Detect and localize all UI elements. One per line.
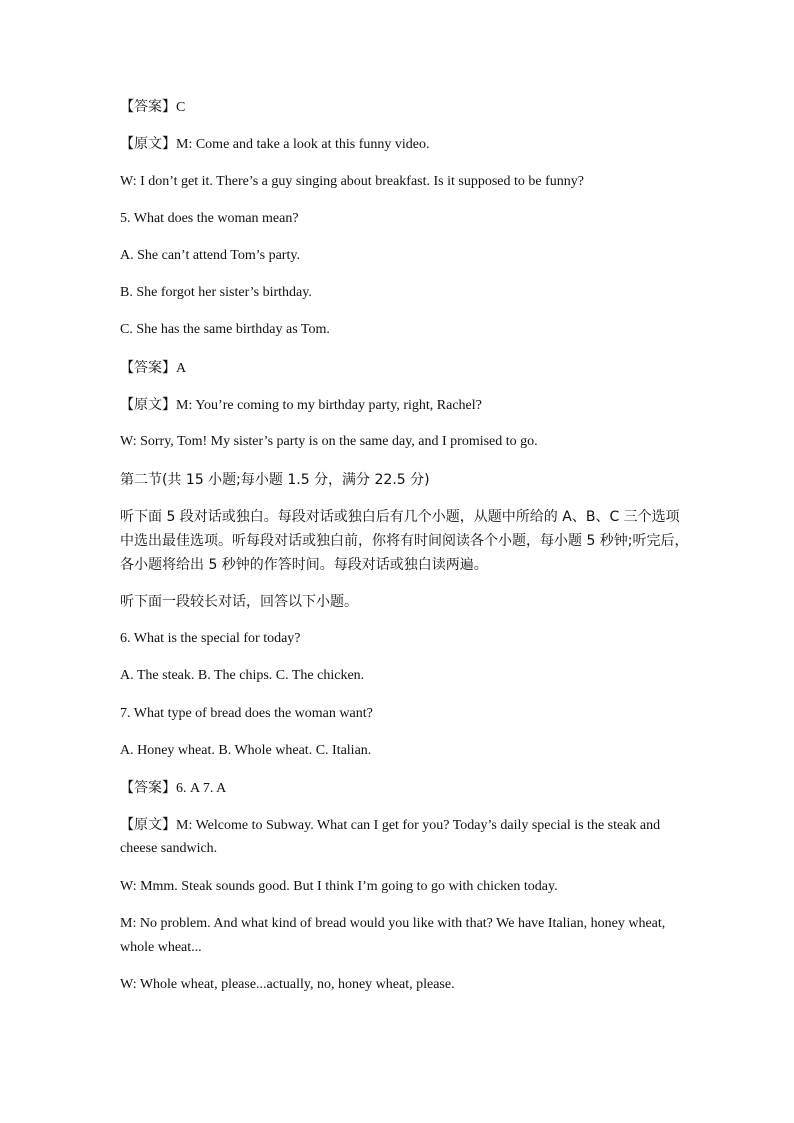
transcript-text: M: You’re coming to my birthday party, right, Rachel? (176, 398, 482, 413)
question-5: 5. What does the woman mean? (120, 211, 299, 226)
section-2-instructions-line-2: 中选出最佳选项。听每段对话或独白前，你将有时间阅读各个小题，每小题 5 秒钟;听完后， (120, 533, 689, 549)
transcript-label: 【原文】 (120, 397, 176, 413)
answer-line-2 (120, 356, 680, 381)
section-2-heading: 第二节(共 15 小题;每小题 1.5 分，满分 22.5 分) (120, 472, 430, 488)
transcript-line-1-w: W: I don’t get it. There’s a guy singing about breakfast. Is it supposed to be funny? (120, 174, 584, 189)
transcript-label: 【原文】 (120, 817, 176, 833)
answer-label: 【答案】 (120, 99, 176, 115)
answer-line-1 (120, 95, 680, 120)
transcript-line-2-m (120, 393, 680, 418)
transcript-line-1-m (120, 132, 680, 157)
transcript-line-2-w: W: Sorry, Tom! My sister’s party is on the same day, and I promised to go. (120, 434, 538, 449)
answer-label: 【答案】 (120, 780, 176, 796)
question-7: 7. What type of bread does the woman want? (120, 706, 373, 721)
answer-value: C (176, 100, 186, 115)
transcript-text: M: Come and take a look at this funny video. (176, 137, 430, 152)
question-6: 6. What is the special for today? (120, 631, 301, 646)
question-7-options: A. Honey wheat. B. Whole wheat. C. Italian. (120, 743, 372, 758)
transcript-label: 【原文】 (120, 136, 176, 152)
answer-label: 【答案】 (120, 360, 176, 376)
transcript-line-3-m2: M: No problem. And what kind of bread would you like with that? We have Italian, honey wheat, (120, 916, 666, 931)
transcript-line-3-w2: W: Whole wheat, please...actually, no, honey wheat, please. (120, 977, 455, 992)
transcript-line-3-m1 (120, 813, 680, 838)
transcript-line-3-m2-cont: whole wheat... (120, 940, 202, 955)
answer-value: 6. A 7. A (176, 781, 227, 796)
question-5-option-b: B. She forgot her sister’s birthday. (120, 285, 312, 300)
transcript-text: M: Welcome to Subway. What can I get for you? Today’s daily special is the steak and (176, 818, 661, 833)
transcript-line-3-m1-cont: cheese sandwich. (120, 841, 218, 856)
answer-line-3 (120, 776, 680, 801)
section-2-instructions-line-1: 听下面 5 段对话或独白。每段对话或独白后有几个小题，从题中所给的 A、B、C 三个选项 (120, 509, 680, 525)
section-2-instructions-line-3: 各小题将给出 5 秒钟的作答时间。每段对话或独白读两遍。 (120, 557, 488, 573)
dialog-intro: 听下面一段较长对话，回答以下小题。 (120, 594, 358, 610)
question-6-options: A. The steak. B. The chips. C. The chicken. (120, 668, 365, 683)
question-5-option-a: A. She can’t attend Tom’s party. (120, 248, 300, 263)
answer-value: A (176, 361, 187, 376)
transcript-line-3-w1: W: Mmm. Steak sounds good. But I think I’m going to go with chicken today. (120, 879, 558, 894)
question-5-option-c: C. She has the same birthday as Tom. (120, 322, 330, 337)
